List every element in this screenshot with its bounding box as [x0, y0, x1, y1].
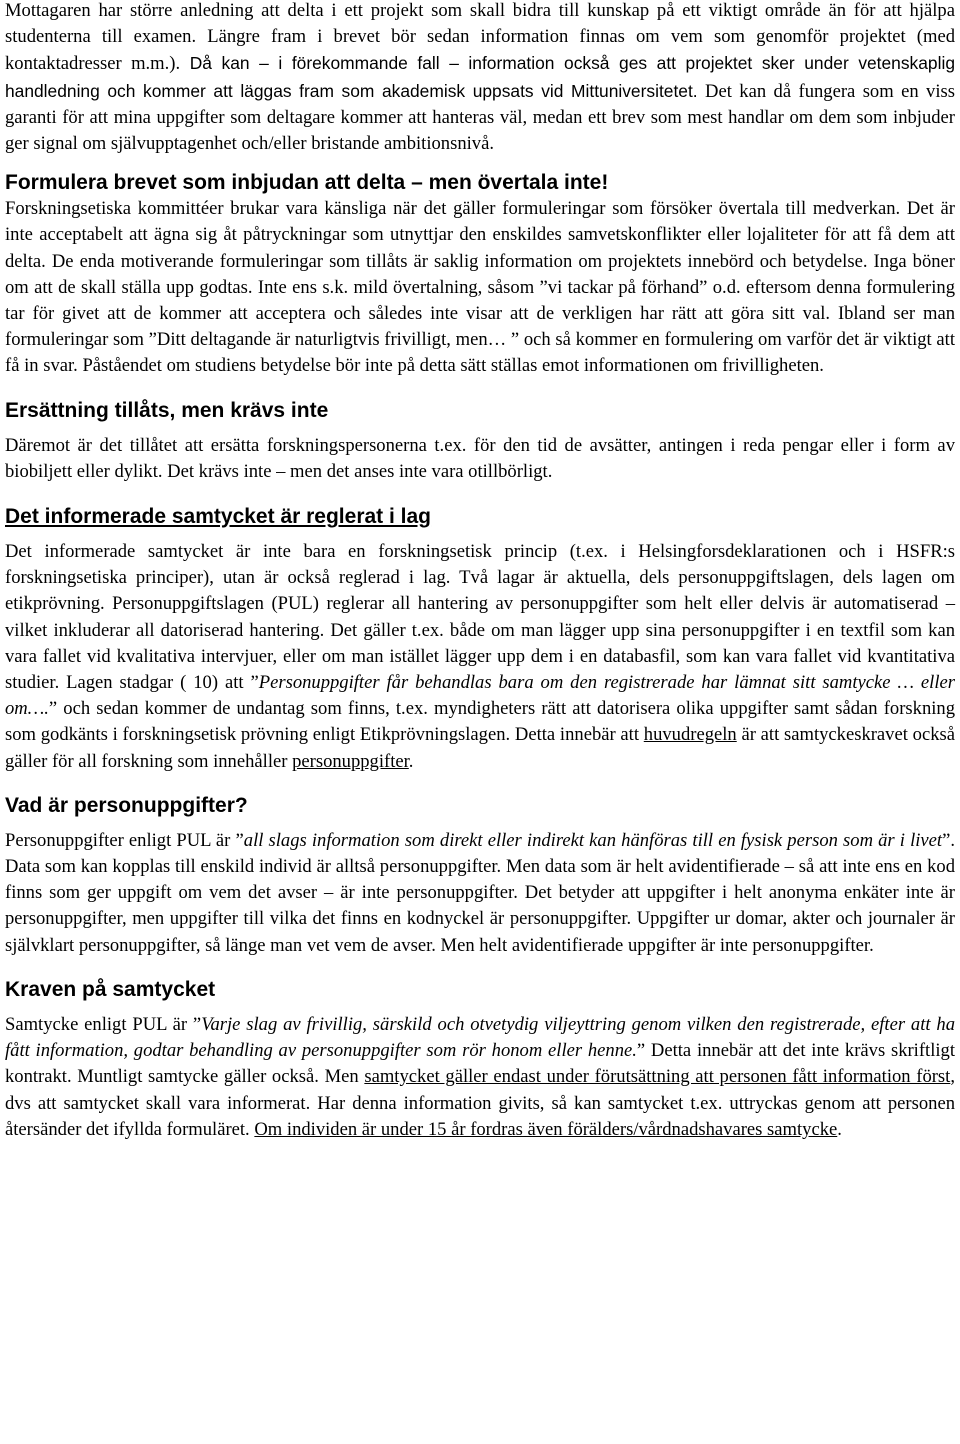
consent-quote: Varje slag av frivillig, särskild och otvetydig viljeyttring genom vilken den registrerade, efter att ha fått information, godtar behandling av personuppgifter som rör honom eller henne.: [5, 1013, 955, 1062]
document-page: [5, 0, 955, 1143]
law-underline-main-rule: huvudregeln: [643, 724, 737, 746]
law-text-d: .: [408, 750, 414, 772]
law-text-c: är att samtyckeskravet också gäller för all forskning som innehåller: [5, 724, 955, 772]
consent-underline-under-15: Om individen är under 15 år fordras även förälders/vårdnadshavares samtycke: [254, 1118, 838, 1140]
intro-text-part1: Mottagaren har större anledning att delta i ett projekt som skall bidra till kunskap på ett viktigt område än för att hjälpa studenterna till examen. Längre fram i brevet bör sedan information finnas om vem som genomför projektet (med kontaktadresser m.m.).: [5, 0, 955, 75]
intro-text-part2: Då kan – i förekommande fall – information också ges att projektet sker under vetenskaplig handledning och kommer att läggas fram som akademisk uppsats vid Mittuniversitetet.: [5, 53, 955, 101]
consent-underline-information-first: samtycket gäller endast under förutsättning att personen fått information först: [364, 1066, 951, 1088]
personal-data-quote: all slags information som direkt eller indirekt kan hänföras till en fysisk person som är i livet: [243, 829, 943, 851]
law-underline-personal-data: personuppgifter: [292, 750, 409, 772]
letter-paragraph: Forskningsetiska kommittéer brukar vara känsliga när det gäller formuleringar som försöker övertala till medverkan. Det är inte acceptabelt att ägna sig åt påtryckningar som utnyttjar den enskildes samvetskonflikter eller lojaliteter för att få dem att delta. De enda motiverande formuleringar som tillåts är saklig information om projektets innebörd och betydelse. Inga böner om att de skall ställa upp godtas. Inte ens s.k. mild övertalning, såsom ”vi tackar på förhand” o.d. eftersom denna formulering tar för givet att de kommer att acceptera och således inte visar att de verkligen har rätt att göra sitt val. Ibland ser man formuleringar som ”Ditt deltagande är naturligtvis frivilligt, men… ” och så kommer en formulering om varför det är viktigt att få in svar. Påståendet om studiens betydelse bör inte på detta sätt ställas emot informationen om frivilligheten.: [5, 198, 955, 377]
law-quote: Personuppgifter får behandlas bara om den registrerade har lämnat sitt samtycke … eller om….: [5, 672, 955, 720]
section-heading-law: Det informerade samtycket är reglerat i lag: [5, 505, 432, 529]
law-text-b: ” och sedan kommer de undantag som finns, t.ex. myndigheters rätt att datorisera olika uppgifter samt sådan forskning som godkänts i forskningsetisk prövning enligt Etikprövningslagen. Detta innebär att: [5, 698, 955, 746]
consent-paragraph: [5, 1012, 955, 1143]
section-heading-personal-data: Vad är personuppgifter?: [5, 793, 248, 817]
consent-text-a: Samtycke enligt PUL är ”: [5, 1013, 202, 1035]
consent-text-c: , dvs att samtycket skall vara informerat. Har denna information givits, så kan samtycket t.ex. uttryckas genom att personen återsänder det ifyllda formuläret.: [5, 1066, 955, 1140]
personal-data-text-b: ”. Data som kan kopplas till enskild individ är alltså personuppgifter. Men data som är helt avidentifierade – så att inte ens en kod finns som ger uppgift om vem det avser – är inte personuppgifter. Det betyder att uppgifter i helt anonyma enkäter inte är personuppgifter, men uppgifter till vilka det finns en kodnyckel är personuppgifter. Uppgifter ur domar, akter och journaler är självklart personuppgifter, så länge man vet vem de avser. Men helt avidentifierade uppgifter är inte personuppgifter.: [5, 829, 955, 956]
intro-text-part3: Det kan då fungera som en viss garanti för att mina uppgifter som deltagare kommer att hanteras väl, medan ett brev som mest handlar om dem som inbjuder ger signal om självupptagenhet och/eller bristande ambitionsnivå.: [5, 80, 955, 155]
intro-paragraph: [5, 0, 955, 157]
compensation-paragraph: Däremot är det tillåtet att ersätta forskningspersonerna t.ex. för den tid de avsätter, antingen i reda pengar eller i form av biobiljett eller dylikt. Det krävs inte – men det anses inte vara otillbörligt.: [5, 434, 955, 482]
section-heading-consent: Kraven på samtycket: [5, 977, 216, 1001]
section-heading-compensation: Ersättning tillåts, men krävs inte: [5, 398, 329, 422]
law-paragraph: [5, 539, 955, 775]
section-heading-letter: Formulera brevet som inbjudan att delta – men övertala inte!: [5, 171, 609, 195]
consent-text-d: .: [837, 1118, 842, 1140]
personal-data-text-a: Personuppgifter enligt PUL är ”: [5, 829, 244, 851]
personal-data-paragraph: [5, 828, 955, 959]
law-text-a: Det informerade samtycket är inte bara en forskningsetisk princip (t.ex. i Helsingforsdeklarationen och i HSFR:s forskningsetiska principer), utan är också reglerad i lag. Två lagar är aktuella, dels personuppgiftslagen, dels lagen om etikprövning. Personuppgiftslagen (PUL) reglerar all hantering av personuppgifter som helt eller delvis är automatiserad – vilket inkluderar all datoriserad hantering. Det gäller t.ex. både om man lägger upp sina personuppgifter i en textfil som kan vara fallet vid kvalitativa intervjuer, eller om man istället lägger upp dem i en databasfil, som kan vara fallet vid kvantitativa studier. Lagen stadgar ( 10) att ”: [5, 541, 955, 694]
consent-text-b: ” Detta innebär att det inte krävs skriftligt kontrakt. Muntligt samtycke gäller också. Men: [5, 1040, 955, 1088]
